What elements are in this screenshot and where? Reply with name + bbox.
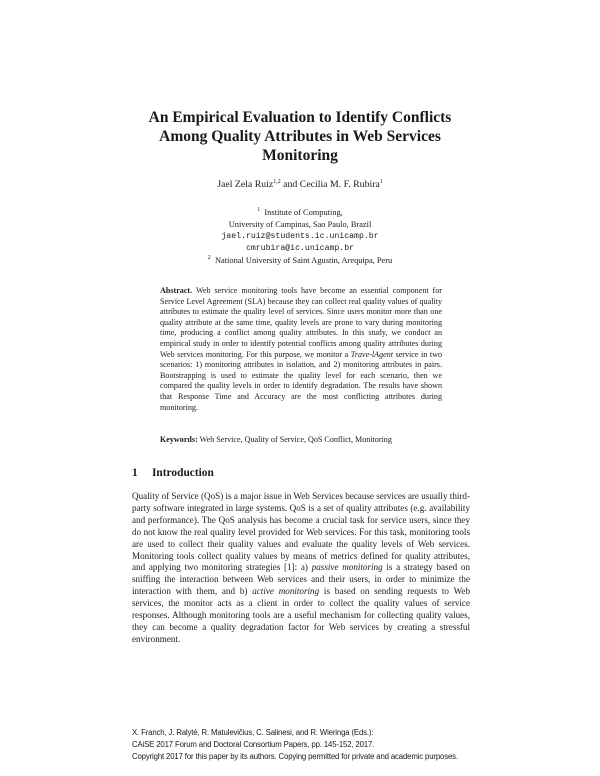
abstract-text-a: Web service monitoring tools have become an essential component for Service Level Agreement (SLA) because they can collect real quality values of quality attributes to estimate the quality level of services. Since users monitor more than one quality attribute at the same time, quality levels are prone to vary during monitoring time, producing a conflict among quality attributes. In this study, we conduct an empirical study in order to identify potential conflicts among quality attributes during Web services monitoring. For this purpose, we monitor a (160, 286, 442, 359)
intro-text-2: is a strategy based on sniffing the interaction between Web services and their users, in order to minimize the interaction with them, and b) (132, 562, 471, 597)
abstract (160, 286, 442, 413)
affiliation-2-mark: 2 (207, 255, 211, 261)
keywords-text: Web Service, Quality of Service, QoS Conflict, Monitoring (199, 435, 392, 444)
intro-active-term: active monitoring (252, 586, 320, 597)
author-2-affil-mark: 1 (379, 179, 383, 185)
footer-proceedings: CAiSE 2017 Forum and Doctoral Consortium Papers, pp. 145-152, 2017. (132, 740, 375, 749)
abstract-service-name: Trave-lAgent (350, 349, 394, 359)
author-line (100, 179, 500, 191)
keywords (160, 435, 442, 446)
abstract-text-b: service in two scenarios: 1) monitoring attributes in isolation, and 2) monitoring attributes in pairs. Bootstrapping is used to estimate the quality level for each scenario, then we compared the quality levels in order to identify degradation. The results have shown that Response Time and Accuracy are the most conflicting attributes during monitoring. (160, 349, 442, 412)
affiliation-1-place: University of Campinas, Sao Paulo, Brazil (228, 220, 372, 229)
section-number: 1 (132, 467, 138, 479)
affiliations (100, 207, 500, 267)
author-conjunction: and (280, 179, 300, 190)
title-line-3: Monitoring (262, 147, 338, 164)
affiliation-1-name (100, 207, 500, 219)
affiliation-2-text: National University of Saint Agustin, Arequipa, Peru (214, 256, 393, 265)
affiliation-2 (100, 255, 500, 267)
email-2[interactable]: cmrubira@ic.unicamp.br (245, 244, 355, 253)
affiliation-1-mark: 1 (257, 207, 261, 213)
abstract-label: Abstract. (160, 286, 193, 295)
footer-copyright: Copyright 2017 for this paper by its authors. Copying permitted for private and academic purposes. (132, 752, 458, 761)
copyright-footer (132, 727, 458, 763)
title-line-1: An Empirical Evaluation to Identify Conflicts (148, 109, 452, 126)
author-1-affil-mark: 1,2 (273, 179, 281, 185)
intro-passive-term: passive monitoring (311, 562, 383, 573)
paper-title (100, 108, 500, 165)
affiliation-1-text: Institute of Computing, (264, 208, 343, 217)
introduction-paragraph (132, 491, 470, 646)
intro-text-1: Quality of Service (QoS) is a major issue in Web Services because services are usually third-party software integrated in large systems. QoS is a set of quality attributes (e.g. availability and performance). The QoS analysis has become a crucial task for service users, since they do not know the real quality level provided for Web services. For this task, monitoring tools are used to collect their quality values and evaluate the quality levels of Web services. Monitoring tools collect quality values by means of metrics defined for quality attributes, and applying two monitoring strategies [1]: a) (132, 491, 470, 573)
author-name-2: Cecilia M. F. Rubira (299, 179, 380, 190)
section-heading (132, 467, 214, 479)
author-name-1: Jael Zela Ruiz (217, 179, 274, 190)
intro-text-3: is based on sending requests to Web services, the monitor acts as a client in order to collect the quality values of service responses. Although monitoring tools are a useful mechanism for collecting quality values, they can become a quality degradation factor for Web services by creating a stressful environment. (132, 586, 471, 644)
section-title: Introduction (152, 467, 214, 479)
footer-editors: X. Franch, J. Ralyté, R. Matulevičius, C. Salinesi, and R. Wieringa (Eds.): (132, 728, 374, 737)
title-line-2: Among Quality Attributes in Web Services (159, 128, 441, 145)
keywords-label: Keywords: (160, 435, 198, 444)
email-1[interactable]: jael.ruiz@students.ic.unicamp.br (221, 232, 379, 241)
